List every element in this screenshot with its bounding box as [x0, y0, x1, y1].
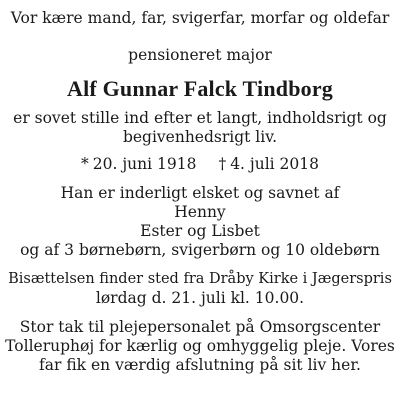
passing-line-1: er sovet stille ind efter et langt, indholdsrigt og — [13, 109, 387, 127]
died-symbol: † — [218, 155, 227, 173]
loved-line-3: Ester og Lisbet — [140, 222, 260, 240]
deceased-name: Alf Gunnar Falck Tindborg — [66, 76, 334, 101]
death-date: 4. juli 2018 — [230, 155, 319, 173]
passing-line-2: begivenhedsrigt liv. — [122, 128, 278, 146]
thanks-line-1: Stor tak til plejepersonalet på Omsorgscenter — [19, 318, 381, 336]
loved-line-4: og af 3 børnebørn, svigerbørn og 10 oldebørn — [20, 241, 380, 259]
life-dates — [0, 154, 400, 174]
loved-line-1: Han er inderligt elsket og savnet af — [60, 184, 340, 202]
intro-line: Vor kære mand, far, svigerfar, morfar og oldefar — [10, 9, 390, 27]
birth-date: 20. juni 1918 — [92, 155, 197, 173]
born-symbol: * — [81, 155, 89, 173]
deceased-title: pensioneret major — [128, 46, 272, 64]
thanks-line-2: Tolleruphøj for kærlig og omhyggelig pleje. Vores — [5, 337, 395, 355]
service-line-1: Bisættelsen finder sted fra Dråby Kirke i Jægerspris — [8, 271, 392, 287]
thanks-line-3: far fik en værdig afslutning på sit liv her. — [39, 356, 361, 374]
service-line-2: lørdag d. 21. juli kl. 10.00. — [95, 289, 305, 307]
loved-line-2: Henny — [174, 203, 226, 221]
